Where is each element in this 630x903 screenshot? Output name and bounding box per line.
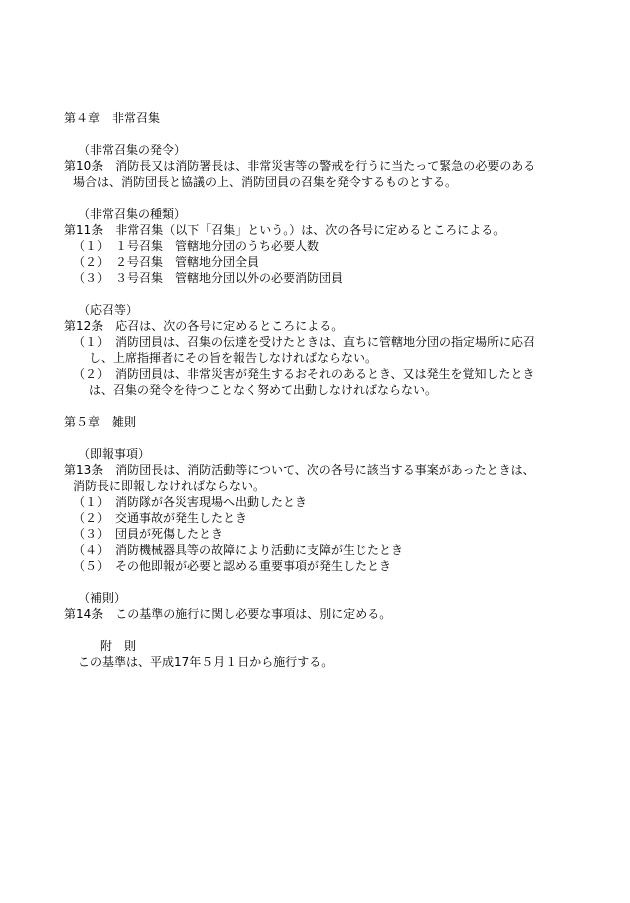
article-11-caption: （非常召集の種類） bbox=[78, 207, 187, 221]
article-12-line-1: 第12条 応召は、次の各号に定めるところによる。 bbox=[64, 319, 344, 333]
supplementary-text: この基準は、平成17年５月１日から施行する。 bbox=[78, 655, 334, 669]
article-12-item-2-line-1: （２） 消防団員は、非常災害が発生するおそれのあるとき、又は発生を覚知したとき bbox=[73, 367, 535, 381]
article-14-caption: （補則） bbox=[78, 591, 127, 605]
article-10-line-2: 場合は、消防団長と協議の上、消防団員の召集を発令するものとする。 bbox=[73, 175, 458, 189]
article-11-item-1: （１） １号召集 管轄地分団のうち必要人数 bbox=[73, 239, 320, 253]
article-11-item-3: （３） ３号召集 管轄地分団以外の必要消防団員 bbox=[73, 271, 344, 285]
article-13-item-1: （１） 消防隊が各災害現場へ出動したとき bbox=[73, 495, 308, 509]
article-13-line-2: 消防長に即報しなければならない。 bbox=[73, 479, 266, 493]
article-13-item-5: （５） その他即報が必要と認める重要事項が発生したとき bbox=[73, 559, 392, 573]
article-12-item-1-line-1: （１） 消防団員は、召集の伝達を受けたときは、直ちに管轄地分団の指定場所に応召 bbox=[73, 335, 536, 349]
chapter-5-heading: 第５章 雑則 bbox=[64, 415, 137, 429]
article-10-caption: （非常召集の発令） bbox=[78, 143, 187, 157]
supplementary-heading: 附 則 bbox=[100, 639, 137, 653]
article-13-item-4: （４） 消防機械器具等の故障により活動に支障が生じたとき bbox=[73, 543, 404, 557]
article-11-line-1: 第11条 非常召集（以下「召集」という。）は、次の各号に定めるところによる。 bbox=[64, 223, 506, 237]
article-12-item-2-line-2: は、召集の発令を待つことなく努めて出動しなければならない。 bbox=[89, 383, 438, 397]
article-13-caption: （即報事項） bbox=[78, 447, 151, 461]
article-12-caption: （応召等） bbox=[78, 303, 139, 317]
article-13-item-3: （３） 団員が死傷したとき bbox=[73, 527, 224, 541]
article-14-line-1: 第14条 この基準の施行に関し必要な事項は、別に定める。 bbox=[64, 607, 392, 621]
article-13-line-1: 第13条 消防団長は、消防活動等について、次の各号に該当する事案があったときは、 bbox=[64, 463, 535, 477]
article-12-item-1-line-2: し、上席指揮者にその旨を報告しなければならない。 bbox=[89, 351, 378, 365]
article-13-item-2: （２） 交通事故が発生したとき bbox=[73, 511, 248, 525]
article-11-item-2: （２） ２号召集 管轄地分団全員 bbox=[73, 255, 260, 269]
chapter-4-heading: 第４章 非常召集 bbox=[64, 111, 161, 125]
article-10-line-1: 第10条 消防長又は消防署長は、非常災害等の警戒を行うに当たって緊急の必要のある bbox=[64, 159, 536, 173]
